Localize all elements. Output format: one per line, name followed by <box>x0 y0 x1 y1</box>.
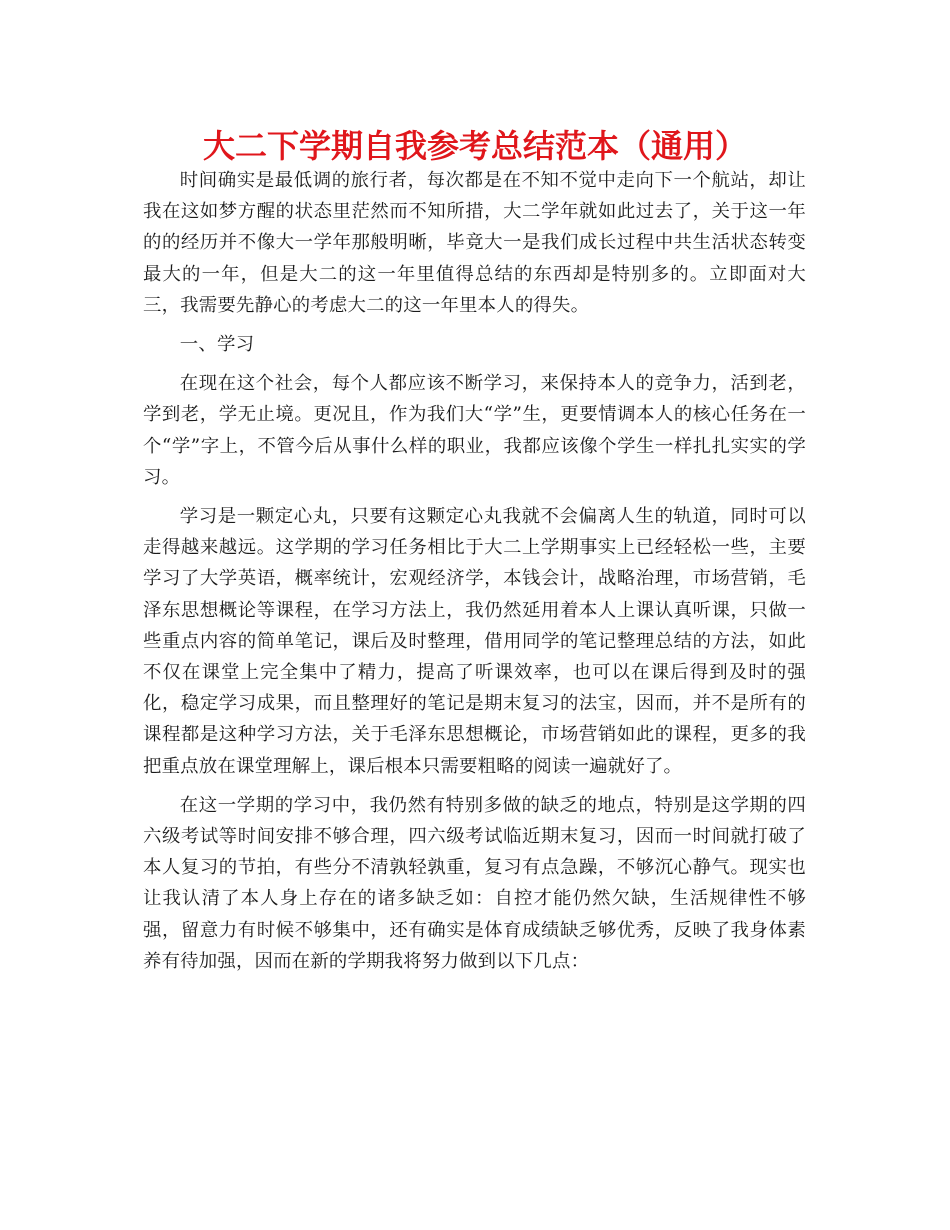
document-body <box>143 165 806 985</box>
paragraph: 在现在这个社会，每个人都应该不断学习，来保持本人的竞争力，活到老，学到老，学无止境。更况且，作为我们大“学”生，更要情调本人的核心任务在一个“学”字上，不管今后从事什么样的职业，我都应该像个学生一样扎扎实实的学习。 <box>143 373 806 488</box>
paragraph: 在这一学期的学习中，我仍然有特别多做的缺乏的地点，特别是这学期的四六级考试等时间安排不够合理，四六级考试临近期末复习，因而一时间就打破了本人复习的节拍，有些分不清孰轻孰重，复习有点急躁，不够沉心静气。现实也让我认清了本人身上存在的诸多缺乏如：自控才能仍然欠缺，生活规律性不够强，留意力有时候不够集中，还有确实是体育成绩缺乏够优秀，反映了我身体素养有待加强，因而在新的学期我将努力做到以下几点： <box>143 794 806 972</box>
section-heading: 一、学习 <box>179 334 255 356</box>
paragraph: 学习是一颗定心丸，只要有这颗定心丸我就不会偏离人生的轨道，同时可以走得越来越远。这学期的学习任务相比于大二上学期事实上已经轻松一些，主要学习了大学英语，概率统计，宏观经济学，本钱会计，战略治理，市场营销，毛泽东思想概论等课程，在学习方法上，我仍然延用着本人上课认真听课，只做一些重点内容的简单笔记，课后及时整理，借用同学的笔记整理总结的方法，如此不仅在课堂上完全集中了精力，提高了听课效率，也可以在课后得到及时的强化，稳定学习成果，而且整理好的笔记是期末复习的法宝，因而，并不是所有的课程都是这种学习方法，关于毛泽东思想概论，市场营销如此的课程，更多的我把重点放在课堂理解上，课后根本只需要粗略的阅读一遍就好了。 <box>143 506 806 777</box>
paragraph: 时间确实是最低调的旅行者，每次都是在不知不觉中走向下一个航站，却让我在这如梦方醒的状态里茫然而不知所措，大二学年就如此过去了，关于这一年的的经历并不像大一学年那般明晰，毕竟大一是我们成长过程中共生活状态转变最大的一年，但是大二的这一年里值得总结的东西却是特别多的。立即面对大三，我需要先静心的考虑大二的这一年里本人的得失。 <box>143 170 806 316</box>
document-title: 大二下学期自我参考总结范本（通用） <box>202 127 747 165</box>
